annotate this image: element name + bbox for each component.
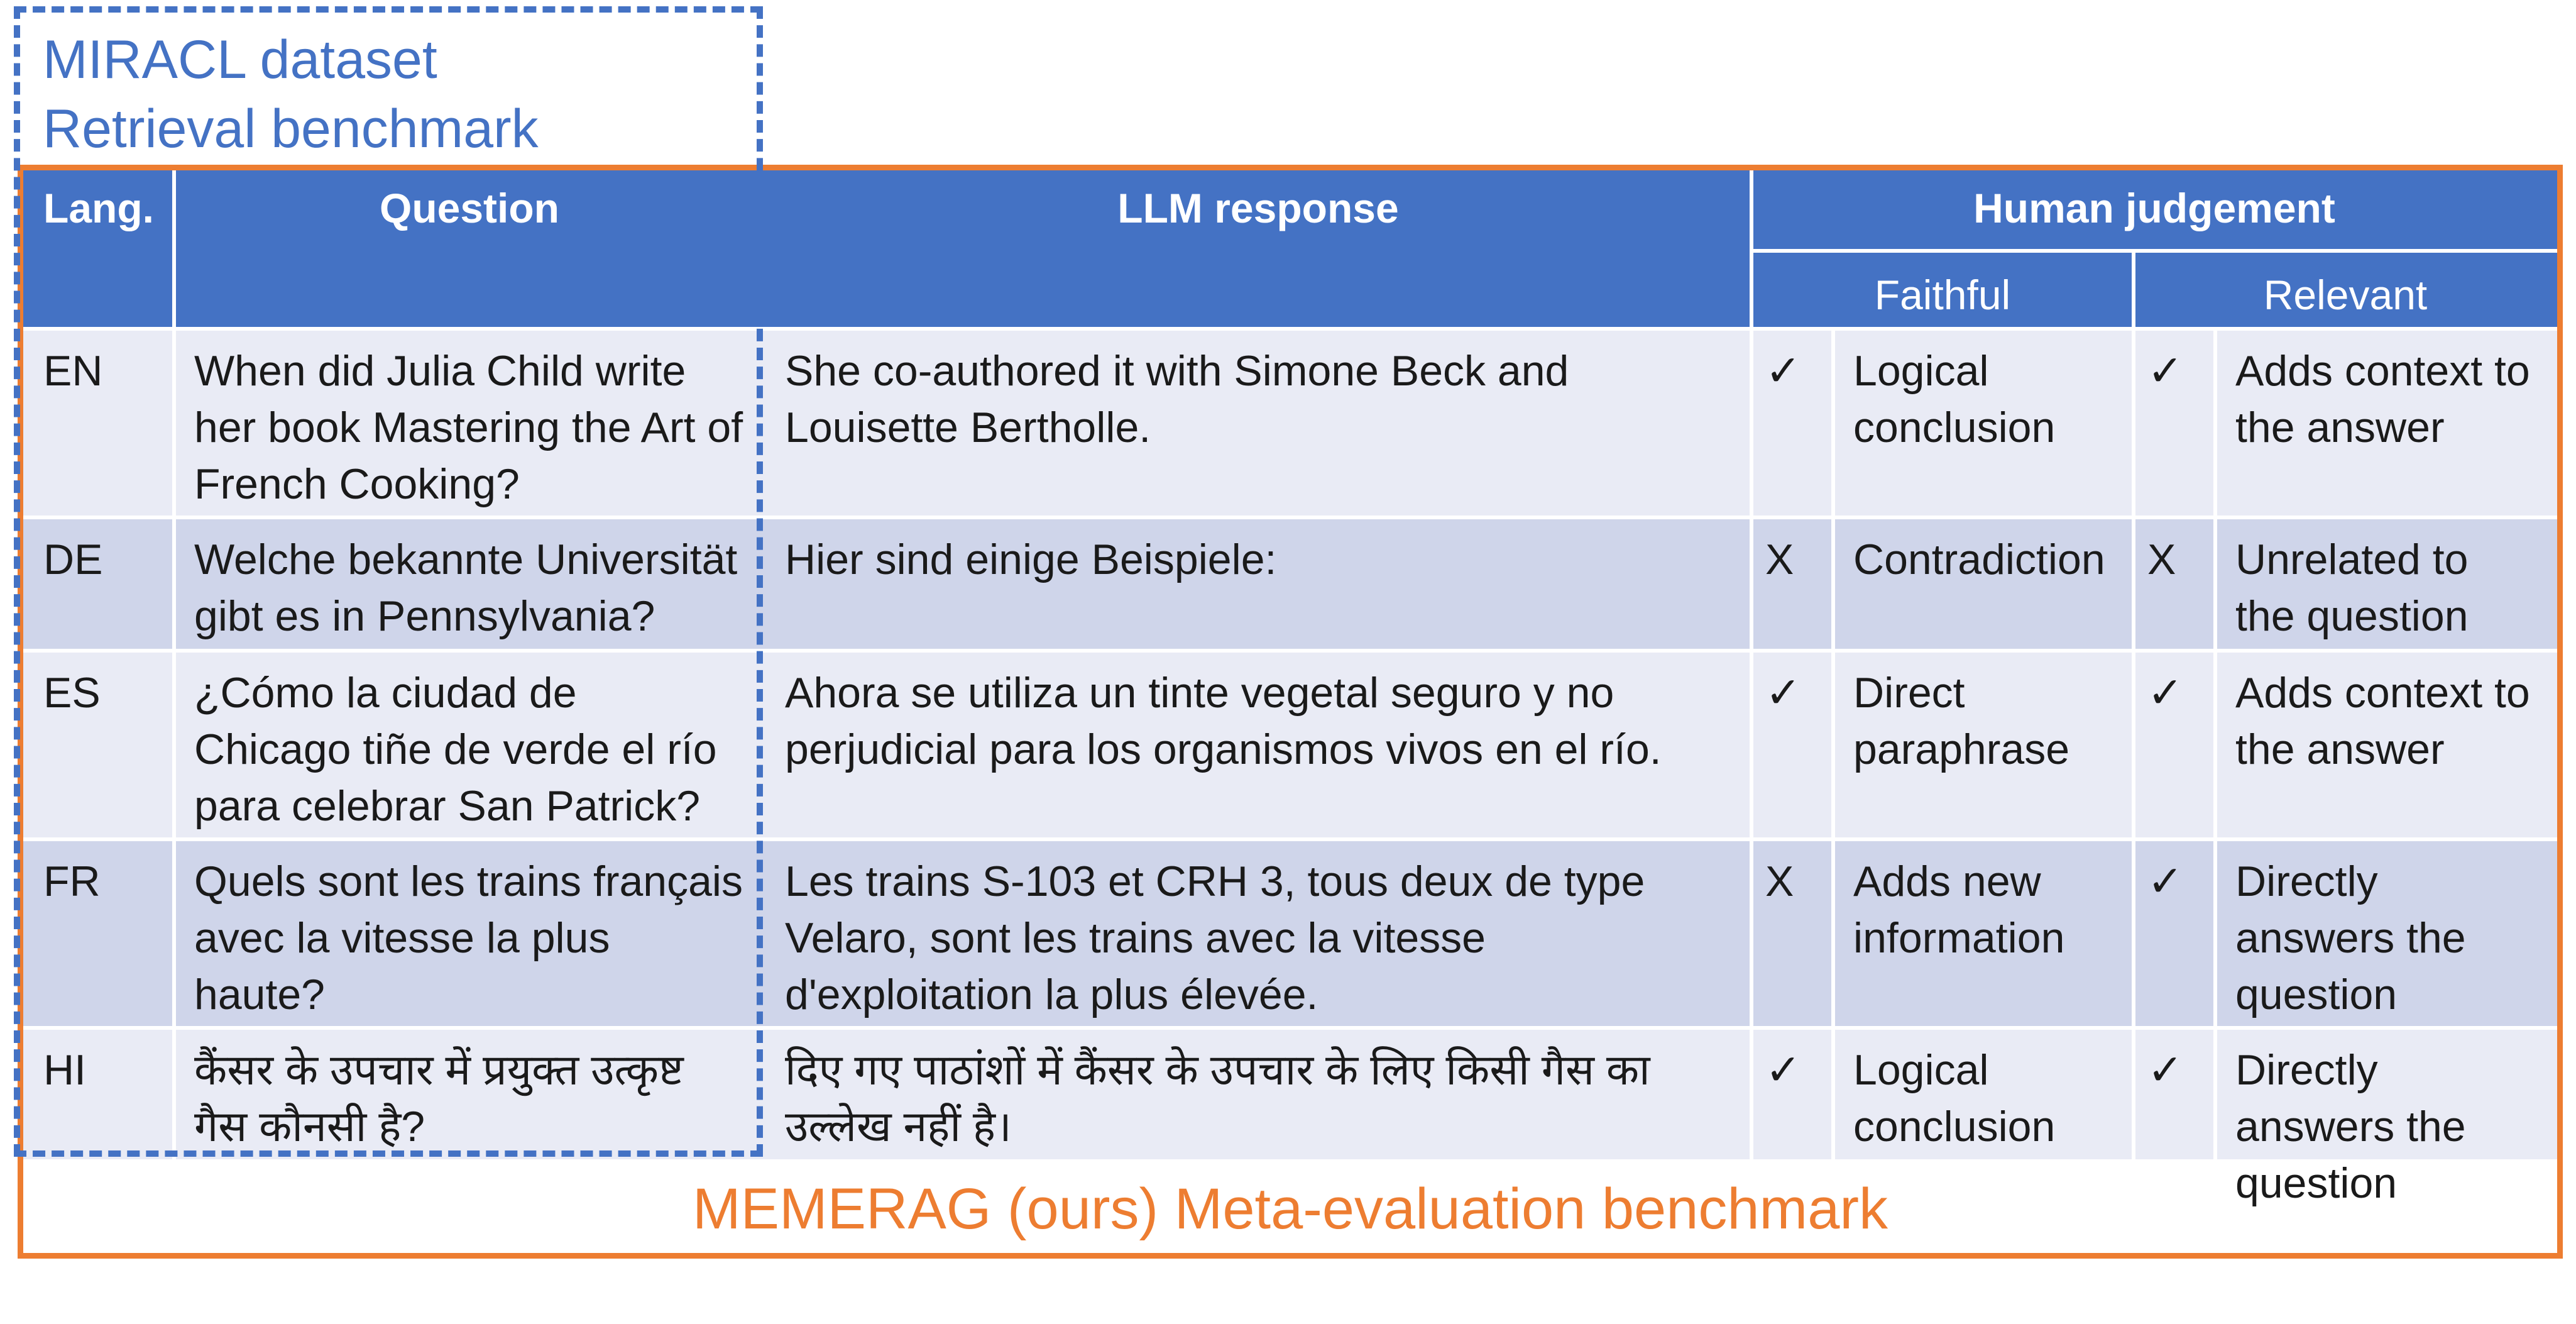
row-fr-lang: FR	[23, 839, 174, 1028]
grid-line	[23, 1026, 2557, 1030]
grid-line	[2132, 251, 2135, 1159]
grid-line	[23, 837, 2557, 841]
header-llm-response: LLM response	[765, 170, 1751, 329]
header-faithful: Faithful	[1751, 251, 2134, 329]
row-de-relevant-mark: X	[2134, 517, 2215, 651]
row-fr-faithful-reason: Adds new information	[1833, 839, 2134, 1028]
header-question: Question	[174, 170, 765, 329]
row-en-relevant-mark: ✓	[2134, 329, 2215, 517]
grid-line	[1831, 329, 1835, 1159]
row-fr-question: Quels sont les trains français avec la vitesse la plus haute?	[174, 839, 765, 1028]
row-hi-lang: HI	[23, 1028, 174, 1159]
grid-line	[1750, 170, 1753, 1159]
row-en-question: When did Julia Child write her book Mastering the Art of French Cooking?	[174, 329, 765, 517]
miracl-label-line1: MIRACL dataset	[43, 30, 437, 90]
row-es-response: Ahora se utiliza un tinte vegetal seguro y no perjudicial para los organismos vivos en el río.	[765, 651, 1751, 839]
grid-line	[172, 170, 176, 1159]
row-en-response: She co-authored it with Simone Beck and Louisette Bertholle.	[765, 329, 1751, 517]
row-hi-relevant-reason: Directly answers the question	[2215, 1028, 2557, 1159]
row-es-lang: ES	[23, 651, 174, 839]
row-es-relevant-mark: ✓	[2134, 651, 2215, 839]
row-hi-faithful-mark: ✓	[1751, 1028, 1833, 1159]
row-es-question: ¿Cómo la ciudad de Chicago tiñe de verde el río para celebrar San Patrick?	[174, 651, 765, 839]
row-fr-relevant-reason: Directly answers the question	[2215, 839, 2557, 1028]
row-es-faithful-mark: ✓	[1751, 651, 1833, 839]
row-en-relevant-reason: Adds context to the answer	[2215, 329, 2557, 517]
miracl-label-line2: Retrieval benchmark	[43, 99, 539, 159]
row-fr-response: Les trains S-103 et CRH 3, tous deux de type Velaro, sont les trains avec la vitesse d'exploitation la plus élevée.	[765, 839, 1751, 1028]
header-lang: Lang.	[23, 170, 174, 329]
row-de-question: Welche bekannte Universität gibt es in Pennsylvania?	[174, 517, 765, 651]
row-de-relevant-reason: Unrelated to the question	[2215, 517, 2557, 651]
row-de-faithful-mark: X	[1751, 517, 1833, 651]
grid-line	[1750, 249, 2557, 253]
header-relevant: Relevant	[2134, 251, 2557, 329]
row-de-faithful-reason: Contradiction	[1833, 517, 2134, 651]
row-es-relevant-reason: Adds context to the answer	[2215, 651, 2557, 839]
row-de-lang: DE	[23, 517, 174, 651]
grid-line	[23, 649, 2557, 653]
miracl-label	[43, 25, 539, 163]
row-en-faithful-reason: Logical conclusion	[1833, 329, 2134, 517]
row-en-lang: EN	[23, 329, 174, 517]
grid-line	[2213, 329, 2217, 1159]
row-en-faithful-mark: ✓	[1751, 329, 1833, 517]
benchmark-table	[23, 170, 2557, 1207]
header-human-judgement: Human judgement	[1751, 170, 2557, 251]
grid-line	[23, 327, 2557, 331]
row-fr-relevant-mark: ✓	[2134, 839, 2215, 1028]
row-hi-question: कैंसर के उपचार में प्रयुक्त उत्कृष्ट गैस कौनसी है?	[174, 1028, 765, 1159]
row-hi-relevant-mark: ✓	[2134, 1028, 2215, 1159]
row-fr-faithful-mark: X	[1751, 839, 1833, 1028]
row-es-faithful-reason: Direct paraphrase	[1833, 651, 2134, 839]
row-hi-response: दिए गए पाठांशों में कैंसर के उपचार के लिए किसी गैस का उल्लेख नहीं है।	[765, 1028, 1751, 1159]
grid-line	[23, 516, 2557, 519]
row-hi-faithful-reason: Logical conclusion	[1833, 1028, 2134, 1159]
row-de-response: Hier sind einige Beispiele:	[765, 517, 1751, 651]
memerag-label: MEMERAG (ours) Meta-evaluation benchmark	[693, 1177, 1888, 1241]
